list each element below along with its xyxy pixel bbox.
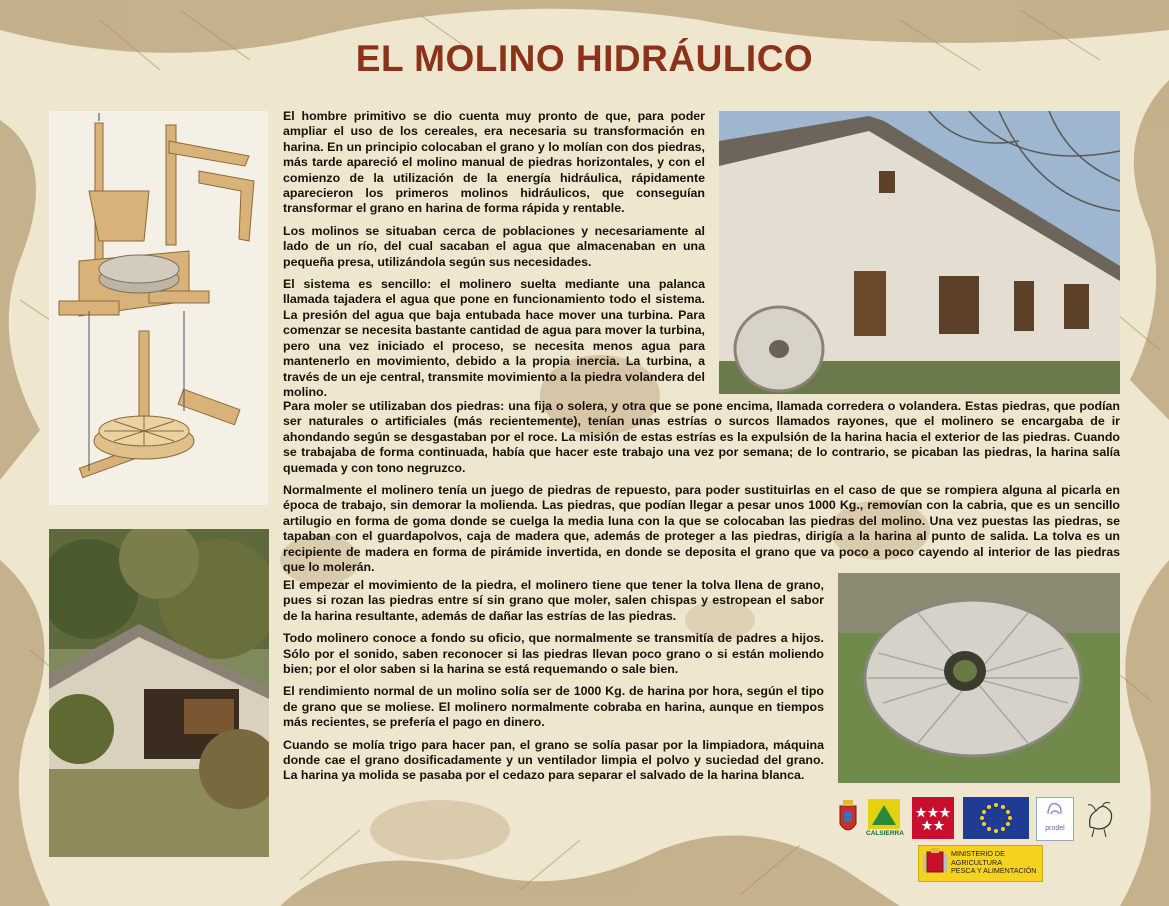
stones-text-block bbox=[283, 399, 1120, 582]
paragraph: El hombre primitivo se dio cuenta muy pronto de que, para poder ampliar el uso de los cereales, era necesaria su transformación en harina. En un principio colocaban el grano y lo molían con dos piedras, más tarde apareció el molino manual de piedras horizontales, y con el comienzo de la utilización de la energía hidráulica, rápidamente aparecieron los primeros molinos hidráulicos, que conseguían transformar el grano en harina de forma rápida y rentable. bbox=[283, 109, 705, 216]
ministry-line: MINISTERIO DE bbox=[951, 849, 1005, 858]
paragraph: El rendimiento normal de un molino solía ser de 1000 Kg. de harina por hora, según el tipo de grano que se moliese. El molinero normalmente cobraba en harina, aunque en tiempos más recientes, se prefería el pago en dinero. bbox=[283, 684, 824, 730]
paragraph: El empezar el movimiento de la piedra, el molinero tiene que tener la tolva llena de grano, pues si rozan las piedras entre sí sin grano que moler, salen chispas y estropean el sabor de la harina resultante, además de dañar las estrías de las piedras. bbox=[283, 578, 824, 623]
mill-mechanism-illustration bbox=[49, 111, 268, 505]
eu-flag-logo bbox=[963, 797, 1029, 839]
paragraph: Cuando se molía trigo para hacer pan, el grano se solía pasar por la limpiadora, máquina donde cae el grano dosificadamente y un ventilador limpia el polvo y suciedad del grano. La harina ya molida se pasaba por el cedazo para separar el salvado de la harina blanca. bbox=[283, 737, 824, 783]
paragraph: El sistema es sencillo: el molinero suelta mediante una palanca llamada tajadera el agua que pone en funcionamiento todo el sistema. La presión del agua que baja entubada hace mover una turbina. Para comenzar se necesita bastante cantidad de agua para mover la turbina, pero una vez iniciado el proceso, se necesita menos agua para mantenerlo en movimiento, debido a la propia inercia. La turbina, a través de un eje central, transmite movimiento a la piedra volandera del molino. bbox=[283, 277, 705, 399]
mill-landscape-photo bbox=[49, 529, 269, 857]
millstone-photo bbox=[838, 573, 1120, 783]
calsierra-logo bbox=[866, 797, 902, 839]
prodel-logo bbox=[1036, 797, 1074, 841]
prodel-label: prodel bbox=[1045, 825, 1065, 832]
ministry-label bbox=[951, 850, 1036, 876]
goat-drawing-logo bbox=[1080, 797, 1120, 839]
intro-text-block bbox=[283, 109, 705, 407]
coat-of-arms-logo bbox=[836, 798, 860, 838]
miller-text-block bbox=[283, 578, 824, 791]
page-title: EL MOLINO HIDRÁULICO bbox=[355, 38, 814, 79]
ministry-line: PESCA Y ALIMENTACIÓN bbox=[951, 866, 1037, 876]
ministry-agriculture-logo bbox=[918, 845, 1043, 882]
mill-building-photo bbox=[719, 111, 1120, 394]
paragraph: Normalmente el molinero tenía un juego de piedras de repuesto, para poder sustituirlas en el caso de que se rompiera alguna al picarla en época de trabajo, sin demorar la molienda. Las piedras, que podían llegar a pesar unos 1000 Kg., removían con la cabria, que es un sencillo artilugio en forma de goma donde se cuelga la media luna con la que se colocaban las piedras del molino. Una vez puestas las piedras, se tapaban con el guardapolvos, caja de madera que, además de proteger a las piedras, dirigía a la harina al punto de salida. La tolva es un recipiente de madera en forma de pirámide invertida, en donde se deposita el grano que va poco a poco cayendo al interior de las piedras que lo molerán. bbox=[283, 483, 1120, 575]
spain-coat-of-arms-icon bbox=[921, 846, 949, 880]
madrid-flag-logo bbox=[912, 797, 954, 839]
paragraph: Los molinos se situaban cerca de poblaciones y necesariamente al lado de un río, del cual sacaban el agua que almacenaban en una pequeña presa, utilizándola según sus necesidades. bbox=[283, 223, 705, 269]
calsierra-label: CALSIERRA bbox=[866, 830, 904, 837]
ministry-line: AGRICULTURA bbox=[951, 857, 1002, 867]
paragraph: Todo molinero conoce a fondo su oficio, que normalmente se transmitía de padres a hijos. Sólo por el sonido, saben reconocer si las piedras llevan poco grano o si están moliendo bien; por el olor saben si la harina se está requemando o sale bien. bbox=[283, 631, 824, 677]
paragraph: Para moler se utilizaban dos piedras: una fija o solera, y otra que se pone encima, llamada corredera o volandera. Estas piedras, que podían ser naturales o artificiales (más recientemente), tenían unas estrías o surcos llamados rayones, que el molinero se encargaba de ir ahondando según se desgastaban por el roce. La misión de estas estrías es la expulsión de la harina hacia el exterior de las piedras. Cuando se trabajaba de forma continuada, había que hacer este trabajo una vez por semana; de lo contrario, se picaban las piedras, la harina salía quemada y con tono negruzco. bbox=[283, 399, 1120, 475]
